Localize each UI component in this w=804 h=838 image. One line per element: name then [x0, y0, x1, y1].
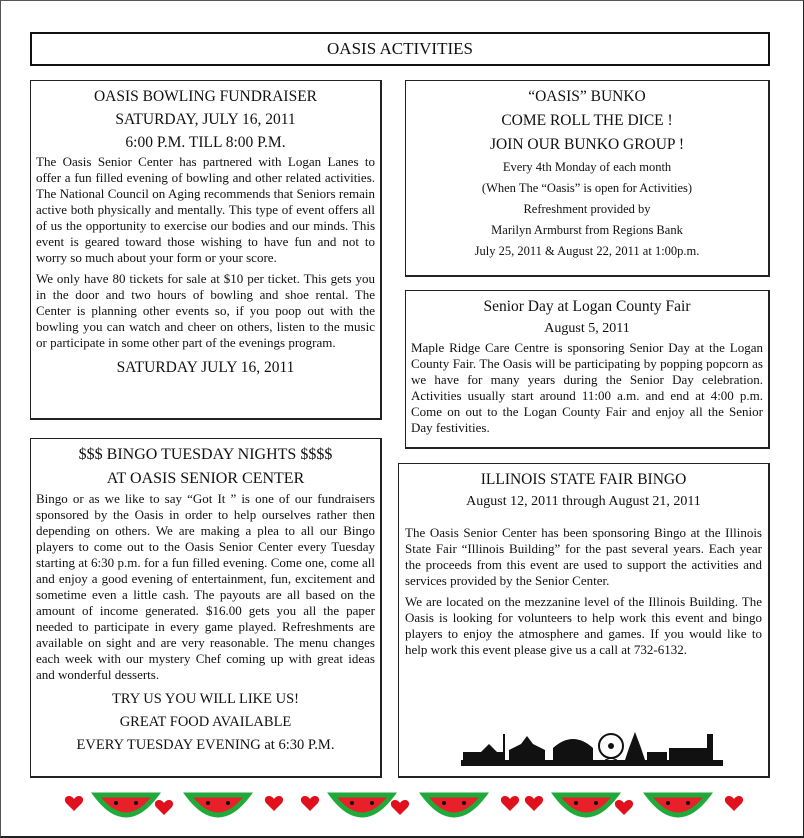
article-paragraph: The Oasis Senior Center has been sponsoring Bingo at the Illinois State Fair “Illinois Building” for the past several years. Each year the proceeds from this event are used to support the activities and services provided by the Senior Center.: [405, 525, 762, 588]
article-footer-date: SATURDAY JULY 16, 2011: [116, 359, 295, 376]
watermelon-heart-border: [60, 785, 750, 833]
article-dates: August 12, 2011 through August 21, 2011: [466, 494, 701, 509]
bunko-refreshment: Refreshment provided by: [523, 202, 651, 216]
closing-line: GREAT FOOD AVAILABLE: [119, 714, 292, 730]
article-title: OASIS BOWLING FUNDRAISER: [93, 88, 318, 105]
article-time: 6:00 P.M. TILL 8:00 P.M.: [125, 134, 286, 151]
article-title: ILLINOIS STATE FAIR BINGO: [480, 471, 687, 488]
bunko-tagline: JOIN OUR BUNKO GROUP !: [489, 136, 685, 153]
bunko-dates: July 25, 2011 & August 22, 2011 at 1:00p.m.: [474, 244, 700, 258]
article-paragraph: We only have 80 tickets for sale at $10 per ticket. This gets you in the door and two hours of bowling and shoe rental. The Center is planning other events so, if you poop out with the bowling you can watch and cheer on others, listen to the music or participate in some other part of the evenings program.: [36, 271, 375, 350]
senior-day-article: [405, 290, 770, 449]
bowling-fundraiser-article: [30, 80, 382, 420]
bingo-tuesday-article: [30, 438, 382, 778]
article-title: Senior Day at Logan County Fair: [483, 298, 691, 315]
article-paragraph: Maple Ridge Care Centre is sponsoring Senior Day at the Logan County Fair. The Oasis will be participating by popping popcorn as we have for many years during the Senior Day celebration. Activities usually start around 11:00 a.m. and end at 4:00 p.m. Come on out to the Logan County Fair and enjoy all the Senior Day festivities.: [411, 340, 763, 435]
bunko-sponsor: Marilyn Armburst from Regions Bank: [491, 223, 683, 237]
bunko-title: “OASIS” BUNKO: [528, 88, 646, 105]
state-fair-bingo-article: [398, 463, 770, 778]
article-paragraph: Bingo or as we like to say “Got It ” is one of our fundraisers sponsored by the Oasis in order to help ourselves rather then depending on others. We are making a plea to all our Bingo players to come out to the Oasis Senior Center every Tuesday starting at 6:30 p.m. for a fun filled evening. Come one, come all and enjoy a good evening of entertainment, fun, excitement and sometime even a little cash. The payouts are all based on the amount of income generated. $16.00 gets you all the paper needed to participate in every game played. Refreshments are available on sight and are very reasonable. The menu changes each week with our mystery Chef coming up with great ideas and wonderful desserts.: [36, 491, 375, 682]
fairground-skyline-illustration: [461, 722, 723, 768]
article-date: August 5, 2011: [544, 321, 630, 336]
page-title: OASIS ACTIVITIES: [30, 32, 770, 66]
article-paragraph: The Oasis Senior Center has partnered with Logan Lanes to offer a fun filled evening of bowling and other related activities. The National Council on Aging recommends that Seniors remain active both physically and mentally. This type of event offers all of us the opportunity to exercise our bodies and our minds. This event is geared toward those wishing to have fun and not to worry so much about your form or your score.: [36, 154, 375, 265]
article-date: SATURDAY, JULY 16, 2011: [115, 111, 296, 128]
article-paragraph: We are located on the mezzanine level of the Illinois Building. The Oasis is looking for volunteers to help work this event and bingo players to enjoy the atmosphere and games. If you would like to help work this event please give us a call at 732-6132.: [405, 594, 762, 657]
article-title: $$$ BINGO TUESDAY NIGHTS $$$$: [78, 446, 333, 463]
closing-line: TRY US YOU WILL LIKE US!: [111, 691, 299, 707]
bunko-note: (When The “Oasis” is open for Activities): [481, 181, 693, 195]
bunko-schedule: Every 4th Monday of each month: [502, 160, 672, 174]
closing-line: EVERY TUESDAY EVENING at 6:30 P.M.: [76, 737, 335, 753]
bunko-tagline: COME ROLL THE DICE !: [501, 112, 673, 129]
article-subtitle: AT OASIS SENIOR CENTER: [106, 470, 305, 487]
bunko-article: [405, 80, 770, 277]
